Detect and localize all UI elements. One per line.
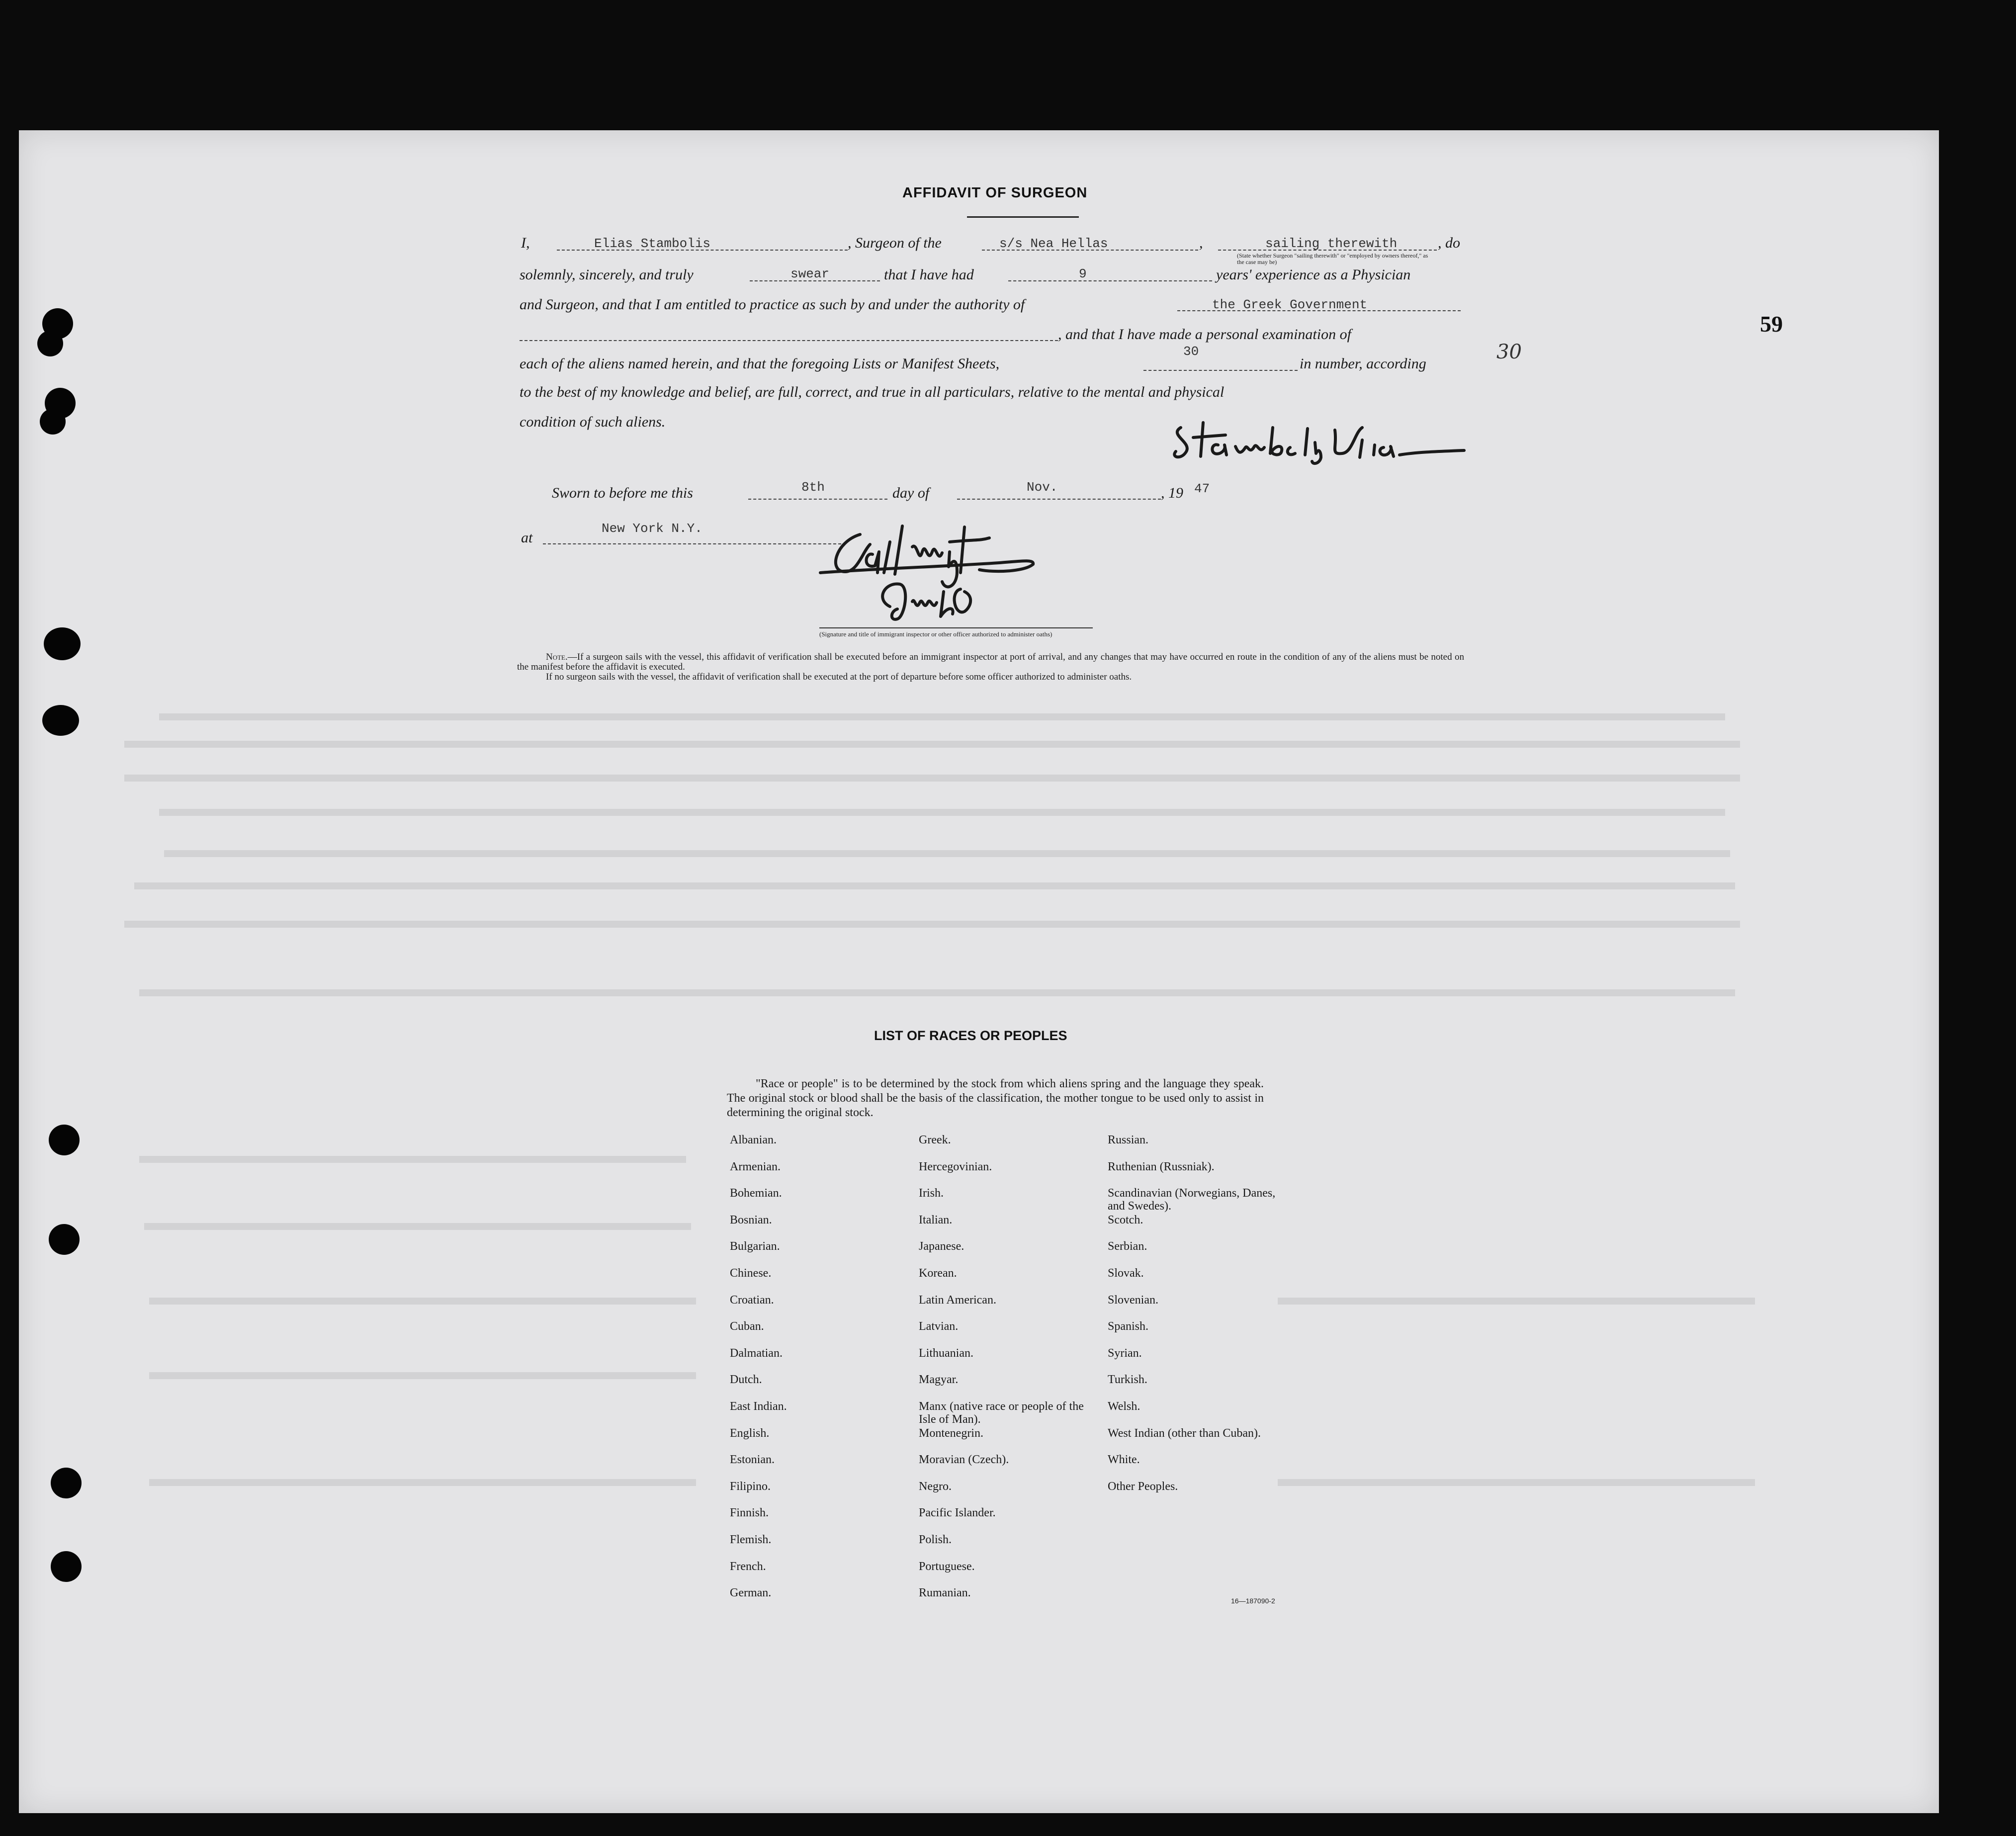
sworn-day: 8th bbox=[801, 480, 825, 495]
race-item: Spanish. bbox=[1108, 1320, 1149, 1333]
race-item: Italian. bbox=[919, 1213, 953, 1226]
affidavit-text: in number, according bbox=[1300, 355, 1426, 372]
manifest-sheet-count: 30 bbox=[1183, 344, 1199, 359]
races-column-2 bbox=[919, 1134, 1098, 1613]
race-item: German. bbox=[730, 1586, 772, 1600]
blank-line bbox=[1008, 280, 1212, 281]
race-item: Turkish. bbox=[1108, 1373, 1147, 1387]
race-item: Lithuanian. bbox=[919, 1346, 973, 1360]
race-item: Other Peoples. bbox=[1108, 1480, 1178, 1493]
affidavit-text: I, bbox=[521, 235, 530, 251]
race-item: Korean. bbox=[919, 1266, 957, 1280]
race-item: Serbian. bbox=[1108, 1240, 1147, 1253]
race-item: Portuguese. bbox=[919, 1560, 975, 1573]
affidavit-text: , and that I have made a personal examination of bbox=[1058, 326, 1351, 343]
race-item: Moravian (Czech). bbox=[919, 1453, 1009, 1467]
race-item: Ruthenian (Russniak). bbox=[1108, 1160, 1215, 1173]
race-item: East Indian. bbox=[730, 1399, 787, 1413]
race-item: Dutch. bbox=[730, 1373, 762, 1387]
race-item: Finnish. bbox=[730, 1506, 769, 1520]
signature-line bbox=[819, 627, 1093, 628]
page-number: 59 bbox=[1760, 311, 1783, 337]
punch-hole bbox=[44, 627, 81, 660]
oath-type: swear bbox=[790, 266, 830, 281]
inspector-signature bbox=[815, 517, 1134, 636]
blank-line bbox=[748, 499, 887, 500]
race-item: Rumanian. bbox=[919, 1586, 971, 1600]
punch-hole bbox=[51, 1468, 82, 1498]
race-item: Armenian. bbox=[730, 1160, 781, 1173]
signature-caption: (Signature and title of immigrant inspector or other officer authorized to administer oaths) bbox=[819, 630, 1052, 638]
sworn-text: , 19 bbox=[1161, 485, 1183, 501]
vessel-name: s/s Nea Hellas bbox=[999, 236, 1108, 251]
race-item: Latin American. bbox=[919, 1293, 996, 1307]
handwritten-sheet-count: 30 bbox=[1496, 341, 1522, 363]
race-item: Bulgarian. bbox=[730, 1240, 780, 1253]
sworn-text: day of bbox=[892, 485, 930, 501]
surgeon-name: Elias Stambolis bbox=[594, 236, 711, 251]
race-item: Welsh. bbox=[1108, 1399, 1140, 1413]
race-item: Negro. bbox=[919, 1480, 952, 1493]
blank-line bbox=[957, 499, 1161, 500]
sworn-month: Nov. bbox=[1027, 480, 1058, 495]
race-item: Syrian. bbox=[1108, 1346, 1142, 1360]
race-item: Dalmatian. bbox=[730, 1346, 783, 1360]
punch-hole bbox=[40, 409, 66, 435]
note-paragraph: If no surgeon sails with the vessel, the affidavit of verification shall be executed at the port of departure before some officer authorized to administer oaths. bbox=[546, 672, 1132, 682]
race-item: White. bbox=[1108, 1453, 1140, 1467]
race-item: Manx (native race or people of the Isle of Man). bbox=[919, 1399, 1084, 1426]
affidavit-text: years' experience as a Physician bbox=[1216, 266, 1411, 283]
race-item: Estonian. bbox=[730, 1453, 775, 1467]
races-column-1 bbox=[730, 1134, 909, 1613]
title-underline bbox=[967, 216, 1079, 218]
affidavit-text: each of the aliens named herein, and that the foregoing Lists or Manifest Sheets, bbox=[520, 355, 1000, 372]
sworn-place: New York N.Y. bbox=[602, 521, 702, 536]
race-item: Greek. bbox=[919, 1134, 951, 1146]
sworn-year: 47 bbox=[1194, 481, 1210, 496]
surgeon-status: sailing therewith bbox=[1265, 236, 1398, 251]
affidavit-text: , bbox=[1199, 235, 1203, 251]
race-item: Hercegovinian. bbox=[919, 1160, 992, 1173]
licensing-authority: the Greek Government bbox=[1212, 297, 1368, 312]
note-paragraph: —If a surgeon sails with the vessel, this affidavit of verification shall be executed before an immigrant inspector at port of arrival, and any changes that may have occurred en route in the condition of any of the aliens must be noted on the manifest before the affidavit is executed. bbox=[517, 652, 1464, 672]
affidavit-text: , do bbox=[1438, 235, 1460, 251]
race-item: Albanian. bbox=[730, 1134, 777, 1146]
race-item: Magyar. bbox=[919, 1373, 959, 1387]
surgeon-signature bbox=[1166, 418, 1474, 472]
affidavit-text: to the best of my knowledge and belief, are full, correct, and true in all particulars, relative to the mental and physical bbox=[520, 384, 1225, 400]
race-item: Slovenian. bbox=[1108, 1293, 1158, 1307]
state-instruction: (State whether Surgeon "sailing therewith" or "employed by owners thereof," as the case may be) bbox=[1237, 252, 1428, 265]
sworn-text: Sworn to before me this bbox=[552, 485, 693, 501]
affidavit-text: that I have had bbox=[884, 266, 974, 283]
race-item: Scandinavian (Norwegians, Danes, and Swedes). bbox=[1108, 1187, 1276, 1213]
race-item: Slovak. bbox=[1108, 1266, 1144, 1280]
race-item: Russian. bbox=[1108, 1134, 1149, 1146]
blank-line bbox=[520, 340, 1058, 341]
race-item: Polish. bbox=[919, 1533, 952, 1546]
race-item: Pacific Islander. bbox=[919, 1506, 996, 1520]
race-item: French. bbox=[730, 1560, 766, 1573]
race-item: Filipino. bbox=[730, 1480, 771, 1493]
punch-hole bbox=[37, 331, 63, 356]
years-experience: 9 bbox=[1079, 266, 1087, 281]
blank-line bbox=[543, 543, 841, 544]
races-column-3 bbox=[1108, 1134, 1292, 1506]
sworn-text: at bbox=[521, 529, 533, 546]
race-item: Montenegrin. bbox=[919, 1426, 983, 1440]
verification-note bbox=[517, 652, 1464, 682]
race-item: Croatian. bbox=[730, 1293, 774, 1307]
punch-hole bbox=[42, 705, 79, 736]
affidavit-text: condition of such aliens. bbox=[520, 414, 666, 430]
race-item: Bohemian. bbox=[730, 1187, 782, 1200]
race-item: West Indian (other than Cuban). bbox=[1108, 1426, 1261, 1440]
race-item: Flemish. bbox=[730, 1533, 772, 1546]
blank-line bbox=[1143, 370, 1298, 371]
form-number: 16—187090-2 bbox=[1231, 1597, 1275, 1605]
race-item: Irish. bbox=[919, 1187, 944, 1200]
races-intro: "Race or people" is to be determined by the stock from which aliens spring and the language they speak. The original stock or blood shall be the basis of the classification, the mother tongue to be used only to assist in determining the original stock. bbox=[727, 1077, 1264, 1119]
affidavit-text: solemnly, sincerely, and truly bbox=[520, 266, 694, 283]
affidavit-text: , Surgeon of the bbox=[848, 235, 942, 251]
punch-hole bbox=[49, 1125, 80, 1155]
affidavit-text: and Surgeon, and that I am entitled to practice as such by and under the authority of bbox=[520, 296, 1025, 313]
affidavit-title: AFFIDAVIT OF SURGEON bbox=[902, 185, 1088, 201]
race-item: Japanese. bbox=[919, 1240, 964, 1253]
punch-hole bbox=[51, 1551, 82, 1582]
race-item: Latvian. bbox=[919, 1320, 959, 1333]
race-item: Chinese. bbox=[730, 1266, 772, 1280]
races-title: LIST OF RACES OR PEOPLES bbox=[874, 1028, 1067, 1043]
race-item: Scotch. bbox=[1108, 1213, 1143, 1226]
race-item: English. bbox=[730, 1426, 770, 1440]
race-item: Bosnian. bbox=[730, 1213, 772, 1226]
note-label: Note. bbox=[546, 652, 568, 662]
punch-hole bbox=[49, 1224, 80, 1255]
race-item: Cuban. bbox=[730, 1320, 764, 1333]
